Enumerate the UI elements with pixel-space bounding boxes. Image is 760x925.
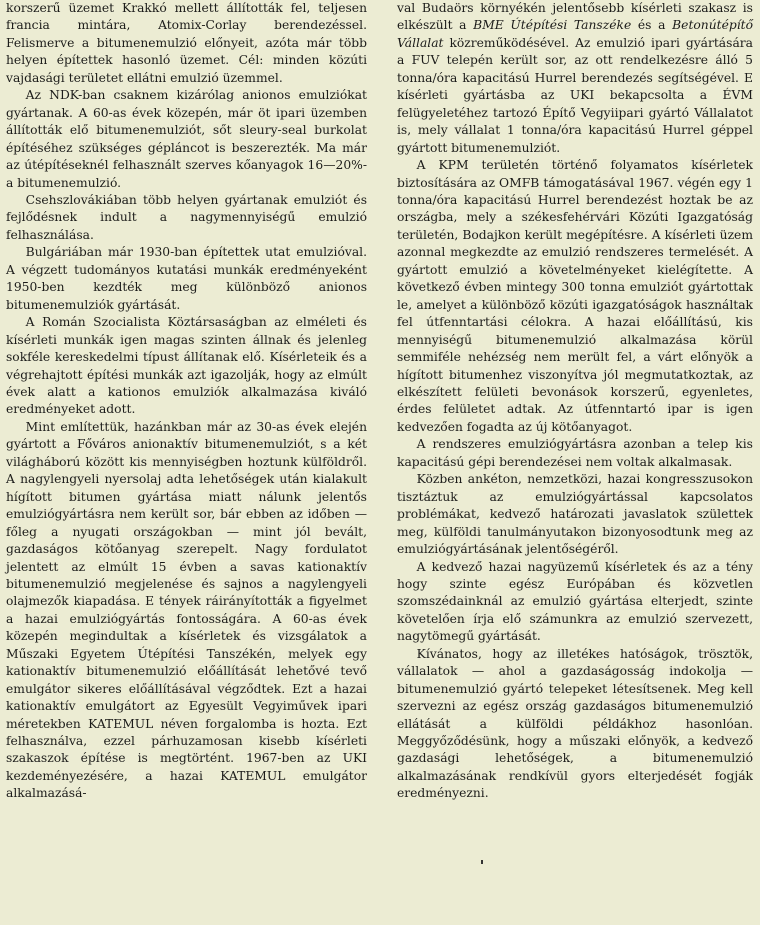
paragraph: Csehszlovákiában több helyen gyártanak emulziót és fejlődésnek indult a nagymennyiségű emulzió felhasználása. (6, 192, 367, 242)
paragraph: A rendszeres emulziógyártásra azonban a telep kis kapacitású gépi berendezései nem voltak alkalmasak. (397, 437, 753, 469)
paragraph: Az NDK-ban csaknem kizárólag anionos emulziókat gyártanak. A 60-as évek közepén, már öt ipari üzemben állították elő bitumenemulziót, sőt sleury-seal burkolat építéséhez szükséges gépláncot is beszerezték. Ma már az útépítéseknél felhasznált szerves kőanyagok 16—20%-a bitumenemulzió. (6, 88, 367, 190)
print-speck (481, 860, 483, 864)
paragraph: Bulgáriában már 1930-ban építettek utat emulzióval. A végzett tudományos kutatási munkák eredményeként 1950-ben kezdték meg különböző anionos bitumenemulziók gyártását. (6, 245, 367, 312)
paragraph (397, 0, 753, 157)
paragraph: A KPM területén történő folyamatos kísérletek biztosítására az OMFB támogatásával 1967. végén egy 1 tonna/óra kapacitású Hurrel berendezést hoztak be az országba, mely a székesfehérvári Közúti Igazgatóság területén, Bodajkon került megépítésre. A kísérleti üzem azonnal megkezdte az emulzió rendszeres termelését. A gyártott emulzió a követelményeket kielégítette. A következő évben mintegy 300 tonna emulziót gyártottak le, amelyet a különböző közúti igazgatóságok használtak fel útfenntartási célokra. A hazai előállítású, kis mennyiségű bitumenemulzió alkalmazása körül semmiféle nehézség nem merült fel, a várt előnyök a hígított bitumenhez viszonyítva jól megmutatkoztak, az elkészített felületi bevonások korszerű, egyenletes, érdes felületet adtak. Az útfenntartó ipar is igen kedvezően fogadta az új kötőanyagot. (397, 158, 753, 434)
paragraph: A kedvező hazai nagyüzemű kísérletek és az a tény hogy szinte egész Európában és közvetlen szomszédainknál az emulzió gyártása elterjedt, szinte követelően írja elő számunkra az emulzió szervezett, nagytömegű gyártását. (397, 559, 753, 644)
company-name: Betonútépítő Vállalat (397, 18, 753, 50)
left-column (6, 0, 367, 803)
paragraph: korszerű üzemet Krakkó mellett állították fel, teljesen francia mintára, Atomix-Corlay berendezéssel. Felismerve a bitumenemulzió előnyeit, azóta már több helyen építettek hasonló üzemet. Cél: minden közúti vajdasági területet ellátni emulzió üzemmel. (6, 1, 367, 85)
institution-name: BME Útépítési Tanszéke (473, 18, 632, 33)
text-run: val Budaörs környékén jelentősebb kísérleti szakasz is elkészült a (397, 1, 753, 33)
paragraph: A Román Szocialista Köztársaságban az elméleti és kísérleti munkák igen magas szinten állnak és jelenleg sokféle kereskedelmi típust állítanak elő. Kísérleteik és a végrehajtott építési munkák azt igazolják, hogy az elmúlt évek alatt a kationos emulziók alkalmazása kiváló eredményeket adott. (6, 315, 367, 417)
paragraph: Közben ankéton, nemzetközi, hazai kongresszusokon tisztáztuk az emulziógyártással kapcsolatos problémákat, kedvező határozati javaslatok születtek meg, külföldi tanulmányutakon bizonyosodtunk meg az emulziógyártásának jelentőségéről. (397, 472, 753, 557)
right-column (397, 0, 753, 803)
paragraph: Mint említettük, hazánkban már az 30-as évek elején gyártott a Főváros anionaktív bitumenemulziót, s a két világháború között kis mennyiségben hoztunk külföldről. A nagylengyeli nyersolaj adta lehetőségek után kialakult hígított bitumen gyártása miatt nálunk jelentős emulziógyártásra nem került sor, bár ebben az időben — főleg a nyugati országokban — mint jól bevált, gazdaságos kötőanyag szerepelt. Nagy fordulatot jelentett az elmúlt 15 évben a savas kationaktív bitumenemulzió megjelenése és sajnos a nagylengyeli olajmezők kiapadása. E tények ráirányították a figyelmet a hazai emulziógyártás fontosságára. A 60-as évek közepén megindultak a kísérletek és vizsgálatok a Műszaki Egyetem Útépítési Tanszékén, melyek egy kationaktív bitumenemulzió előállítását lehetővé tevő emulgátor sikeres előállításával végződtek. Ezt a hazai kationaktív emulgátort az Egyesült Vegyiművek ipari méretekben KATEMUL néven forgalomba is hozta. Ezt felhasználva, ezzel párhuzamosan kisebb kísérleti szakaszok építése is megtörtént. 1967-ben az UKI kezdeményezésére, a hazai KATEMUL emulgátor alkalmazásá- (6, 419, 367, 801)
paragraph: Kívánatos, hogy az illetékes hatóságok, trösztök, vállalatok — ahol a gazdaságosság indokolja — bitumenemulzió gyártó telepeket létesítsenek. Meg kell szervezni az egész ország gazdaságos bitumenemulzió ellátását a külföldi példákhoz hasonlóan. Meggyőződésünk, hogy a műszaki előnyök, a kedvező gazdasági lehetőségek, a bitumenemulzió alkalmazásának rendkívül gyors elterjedését fogják eredményezni. (397, 646, 753, 801)
text-run: és a (631, 18, 673, 33)
text-run: közreműködésével. Az emulzió ipari gyártására a FUV telepén került sor, az ott rendelkezésre álló 5 tonna/óra kapacitású Hurrel berendezés segítségével. E kísérleti gyártásba az UKI bekapcsolta a ÉVM felügyeletéhez tartozó Építő Vegyiipari gyártó Vállalatot is, mely vállalat 1 tonna/óra kapacitású Hurrel géppel gyártott bitumenemulziót. (397, 35, 753, 155)
